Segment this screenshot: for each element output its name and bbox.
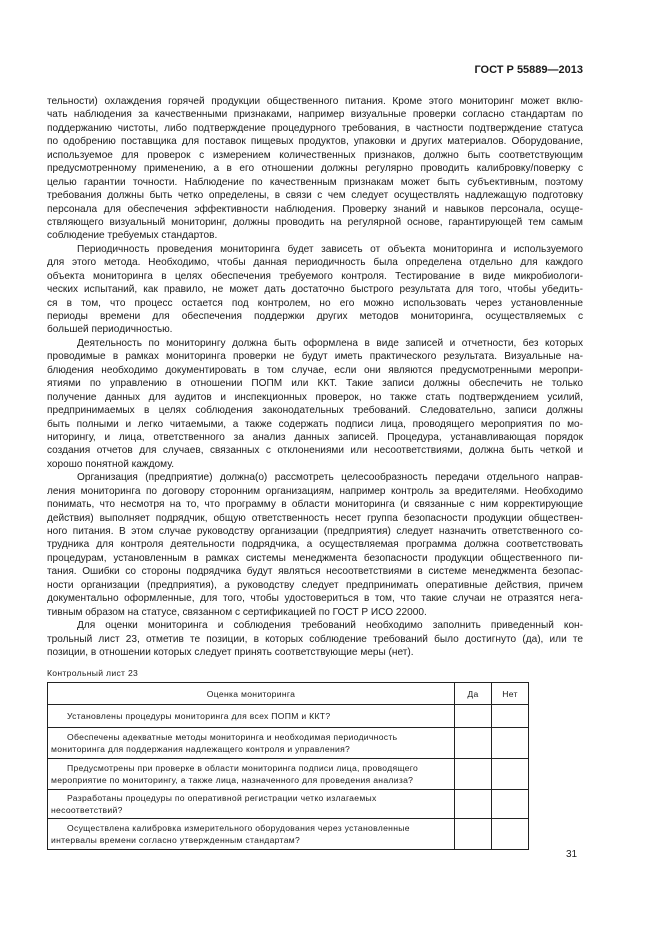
no-cell[interactable] [492,759,529,790]
text-line: позиции, в отношении которых следует принять соответствующие меры (нет). [47,646,414,658]
table-row [48,790,529,819]
text-line: ствляющего визуальный мониторинг, должны проводить на регулярной основе, гарантирующей тем самым [47,216,583,228]
table-row [48,819,529,850]
question-cell: Обеспечены адекватные методы мониторинга и необходимая периодичность мониторинга для поддержания надлежащего контроля и управления? [48,728,455,759]
question-cell: Установлены процедуры мониторинга для всех ПОПМ и ККТ? [48,705,455,728]
text-line: для этого метода. Необходимо, чтобы данная периодичность была определена отдельно для каждого [47,257,583,269]
column-header-yes: Да [455,683,492,705]
question-cell: Разработаны процедуры по оперативной регистрации четко излагаемых несоответствий? [48,790,455,819]
table-row [48,728,529,759]
yes-cell[interactable] [455,759,492,790]
yes-cell[interactable] [455,728,492,759]
paragraph [47,337,583,471]
table-header-row [48,683,529,705]
paragraph [47,619,583,659]
text-line: требования должны быть четко определены, в связи с чем следует осуществлять надлежащую подготовку [47,190,583,202]
paragraph [47,95,583,243]
text-line: ческих испытаний, как правило, не может дать достаточно быстрого результата для того, чтобы убедить- [47,284,583,296]
text-line: Периодичность проведения мониторинга будет зависеть от объекта мониторинга и используемого [77,243,583,255]
question-cell: Предусмотрены при проверке в области мониторинга подписи лица, проводящего мероприятие по мониторингу, а также лица, назначенного для проведения анализа? [48,759,455,790]
text-line: ся в том, что процесс остается под контролем, но его можно использовать через установленные [47,297,583,309]
page-number: 31 [566,849,578,860]
text-line: предпринимаемых в целях соблюдения законодательных требований. Следовательно, записи должны [47,405,583,417]
column-header-no: Нет [492,683,529,705]
text-line: используемое для проверок с измерением количественных признаков, должно быть соответствующим [47,149,583,161]
text-line: по одобрению поставщика для поставок пищевых продуктов, упаковки и других материалов. Оборудование, [47,136,583,148]
column-header-assessment: Оценка мониторинга [48,683,455,705]
text-line: процедурам, установленным в рамках системы менеджмента безопасности продукции общественного пи- [47,552,583,564]
text-line: трольный лист 23, отметив те позиции, в которых соблюдение требований было достигнуто (да), или те [47,633,583,645]
yes-cell[interactable] [455,790,492,819]
no-cell[interactable] [492,790,529,819]
paragraph [47,471,583,619]
question-cell: Осуществлена калибровка измерительного оборудования через установленные интервалы времени согласно утвержденным стандартам? [48,819,455,850]
text-line: ности организации (предприятия), а руководству следует предпринимать оперативные действия, причем [47,579,583,591]
text-line: проводимые в рамках мониторинга проверки не будут иметь практического результата. Визуальные на- [47,351,583,363]
text-line: Для оценки мониторинга и соблюдения требований необходимо заполнить приведенный кон- [77,620,583,632]
text-line: получение данных для аудитов и инспекционных проверок, но также стать подтверждением усилий, [47,391,583,403]
text-line: хорошо понятной каждому. [47,458,175,470]
yes-cell[interactable] [455,819,492,850]
text-line: действия) выполняет подрядчик, общую ответственность несет группа безопасности продукции обществен- [47,512,583,524]
text-line: объекта мониторинга в целях обеспечения требуемого контроля. Тестирование в виде микробиологи- [47,270,583,282]
text-line: целью гарантии точности. Наблюдение по качественным признакам может быть субъективным, поэтому [47,176,583,188]
yes-cell[interactable] [455,705,492,728]
no-cell[interactable] [492,705,529,728]
paragraph [47,243,583,337]
text-line: блюдения необходимо документировать в том случае, если они являются предусмотренными меропри- [47,364,583,376]
text-line: периоды времени для обеспечения поддержки других методов мониторинга, осуществляемых с [47,311,583,322]
text-line: чать наблюдения за качественными признаками, например визуальные проверки согласно стандартам по [47,109,583,121]
text-line: большей периодичностью. [47,324,173,336]
checklist-table [47,682,529,850]
checklist-caption: Контрольный лист 23 [47,668,139,678]
text-line: ного питания. В этом случае руководству организации (предприятия) следует назначить ответственного со- [47,526,583,537]
text-line: создания отчетов для случаев, связанных с отклонениями или несоответствиями, должна быть четкой и [47,445,583,457]
body-text [47,95,583,659]
table-row [48,759,529,790]
text-line: быть полными и легко читаемыми, а также содержать подписи лица, проводящего мероприятия по мо- [47,418,583,430]
text-line: понимать, что несмотря на то, что программу в области мониторинга (и связанные с ним корректирующие [47,499,583,511]
document-header: ГОСТ Р 55889—2013 [474,64,583,76]
no-cell[interactable] [492,819,529,850]
text-line: ления мониторинга по договору сторонним организациям, например контроль за вредителями. Необходимо [47,485,583,497]
text-line: ятиями по управлению в отношении ПОПМ или ККТ. Такие записи должны обеспечить не только [47,378,583,390]
text-line: тельности) охлаждения горячей продукции общественного питания. Кроме этого мониторинг может вклю- [47,96,583,107]
table-row [48,705,529,728]
text-line: тивным образом на статусе, связанном с сертификацией по ГОСТ Р ИСО 22000. [47,606,427,618]
text-line: трудника для контроля деятельности подрядчика, а осуществляемая программа должна соответствовать [47,539,583,551]
text-line: документально оформленные, для того, чтобы удостовериться в том, что такие случаи не отразятся нега- [47,593,583,605]
text-line: предусмотренному применению, а в его отношении должны регулярно проводить калибровку/поверку с [47,163,583,175]
text-line: Деятельность по мониторингу должна быть оформлена в виде записей и отчетности, без которых [77,337,583,349]
text-line: ниторингу, и лица, ответственного за анализ данных записей. Процедура, устанавливающая порядок [47,431,583,443]
text-line: тания. Ошибки со стороны подрядчика будут являться несоответствиями в системе менеджмента безопас- [47,566,583,578]
no-cell[interactable] [492,728,529,759]
text-line: Организация (предприятие) должна(о) рассмотреть целесообразность передачи отдельного направ- [77,472,583,484]
text-line: персонала для обеспечения эффективности наблюдения. Проверку знаний и навыков персонала, осуще- [47,203,583,215]
text-line: соблюдение требуемых стандартов. [47,230,218,242]
text-line: поддержанию чистоты, либо подтверждение процедурного требования, в частности подтверждение статуса [47,122,583,134]
